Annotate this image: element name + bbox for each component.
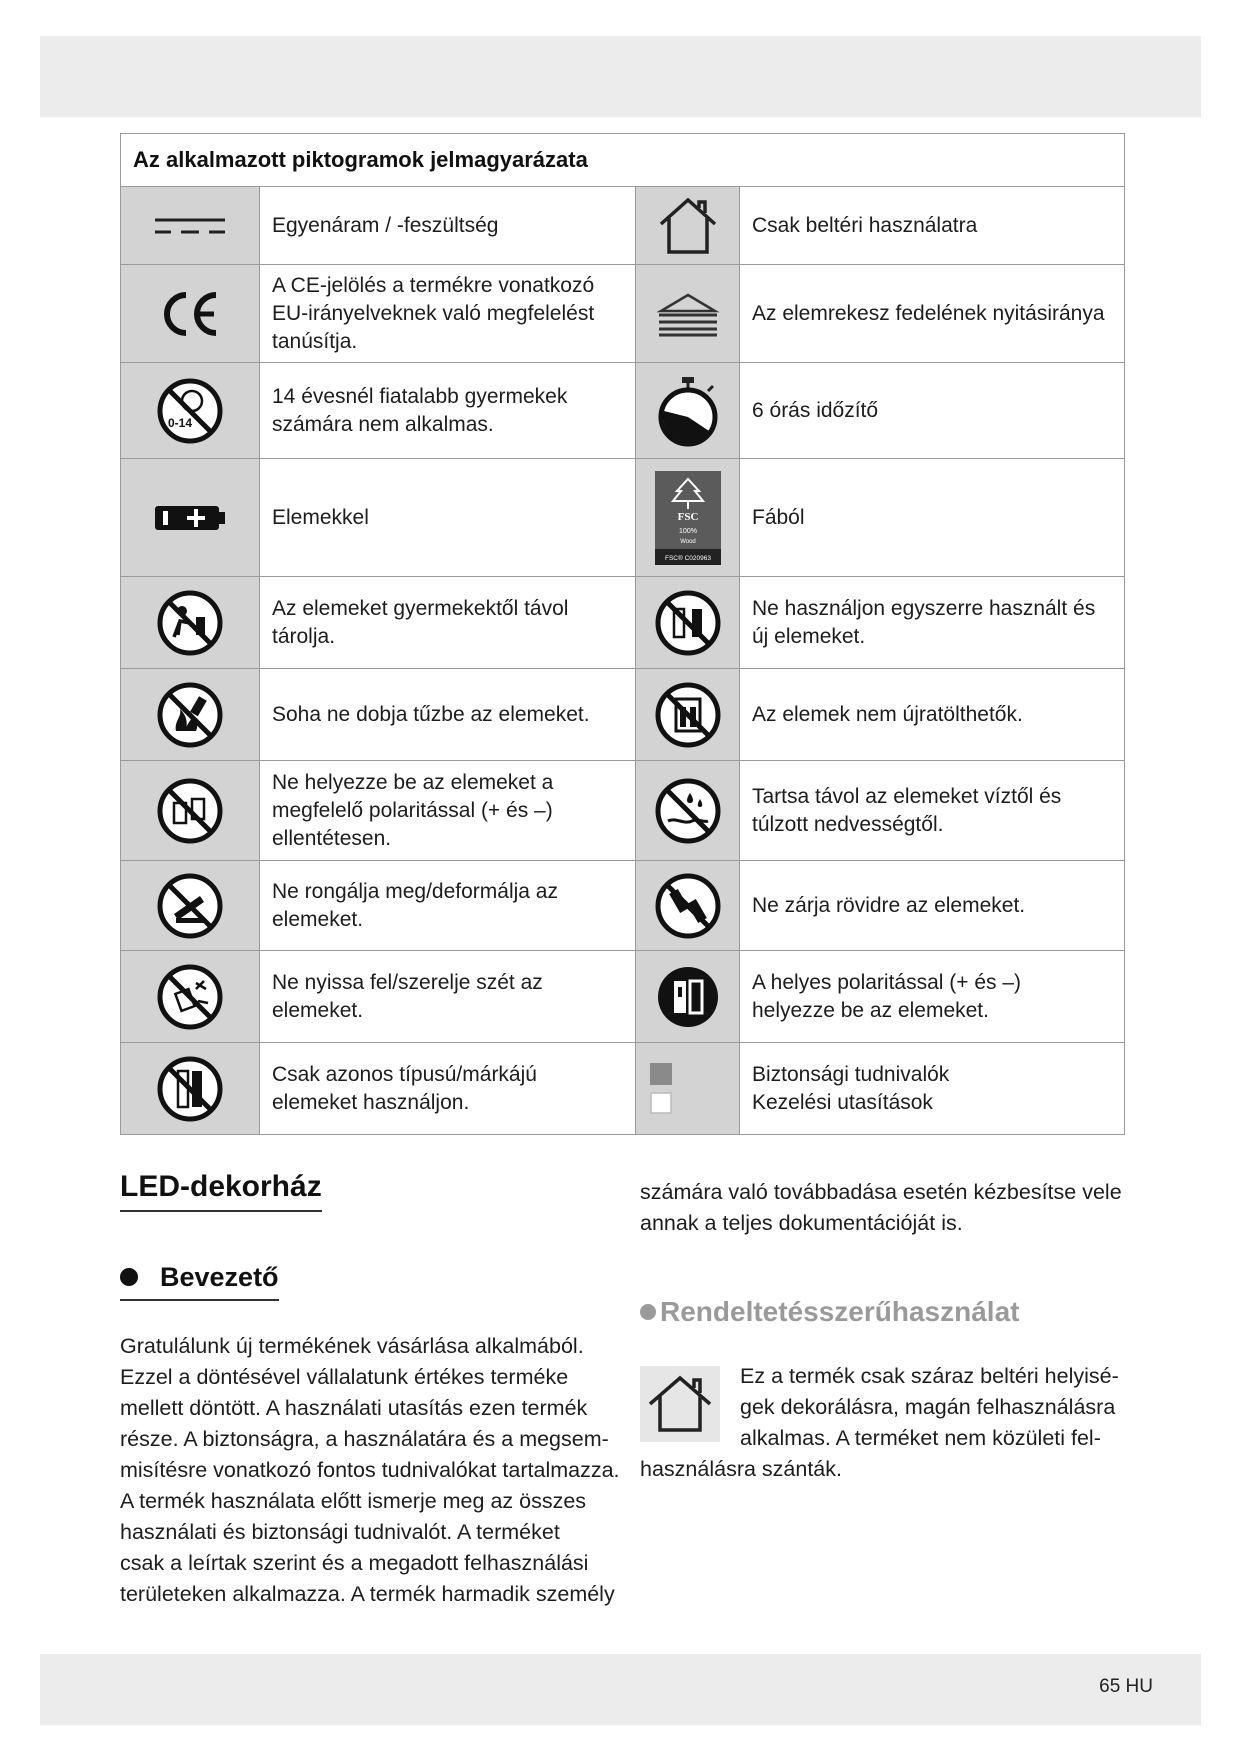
legend-text: Tartsa távol az elemeket víztől és túlzott nedvességtől. xyxy=(752,784,1062,836)
pictogram-legend-table xyxy=(120,133,1125,1135)
legend-text: Csak beltéri használatra xyxy=(752,213,978,237)
legend-text: Az elemek nem újratölthetők. xyxy=(752,702,1023,726)
legend-text: A CE-jelölés a termékre vonatkozó EU-irányelveknek való megfelelést tanúsítja. xyxy=(272,273,595,353)
legend-text: Ne zárja rövidre az elemeket. xyxy=(752,893,1026,917)
legend-text: Egyenáram / -feszültség xyxy=(272,213,499,237)
svg-text:FSC® C020963: FSC® C020963 xyxy=(664,554,711,562)
house-icon xyxy=(636,187,740,265)
intended-use-paragraph-continued: használásra szánták. xyxy=(640,1457,842,1481)
correct-polarity-icon xyxy=(636,951,740,1043)
legend-text: Csak azonos típusú/márkájú elemeket használjon. xyxy=(272,1062,537,1114)
no-disassemble-icon xyxy=(121,951,260,1043)
no-water-icon xyxy=(636,761,740,861)
not-rechargeable-icon xyxy=(636,669,740,761)
intro-paragraph: Gratulálunk új termékének vásárlása alkalmából. Ezzel a döntésével vállalatunk értékes terméke mellett döntött. A használati utasítás ezen termék része. A biztonságra, a használatára és a megsem- misítésre vonatkozó fontos tudnivalókat tartalmazza. A termék használata előtt ismerje meg az összes használati és biztonsági tudnivalót. A terméket csak a leírtak szerint és a megadott felhasználási területeken alkalmazza. A termék harmadik személy xyxy=(120,1334,620,1606)
svg-text:100%: 100% xyxy=(678,527,697,535)
keep-from-children-icon xyxy=(121,577,260,669)
house-icon xyxy=(640,1366,720,1442)
no-deform-icon xyxy=(121,861,260,951)
svg-text:FSC: FSC xyxy=(677,510,698,523)
no-fire-icon xyxy=(121,669,260,761)
legend-text: Az elemeket gyermekektől távol tárolja. xyxy=(272,596,569,648)
no-short-circuit-icon xyxy=(636,861,740,951)
legend-text: Ne rongálja meg/deformálja az elemeket. xyxy=(272,879,558,931)
legend-text: Ne használjon egyszerre használt és új elemeket. xyxy=(752,596,1096,648)
same-type-batteries-icon xyxy=(121,1043,260,1135)
no-reverse-polarity-icon xyxy=(121,761,260,861)
legend-row xyxy=(121,861,1125,951)
ce-mark-icon xyxy=(121,265,260,363)
timer-icon xyxy=(636,363,740,459)
legend-text: Biztonsági tudnivalók Kezelési utasítások xyxy=(752,1062,950,1114)
color-key-icon xyxy=(636,1043,740,1135)
header-band xyxy=(40,36,1201,117)
svg-text:Wood: Wood xyxy=(679,538,696,545)
intro-heading xyxy=(120,1262,279,1301)
legend-text: Ne helyezze be az elemeket a megfelelő polaritással (+ és –) ellentétesen. xyxy=(272,770,554,850)
legend-row xyxy=(121,265,1125,363)
age-restriction-icon xyxy=(121,363,260,459)
legend-row xyxy=(121,363,1125,459)
fsc-label-icon xyxy=(636,459,740,577)
battery-icon xyxy=(121,459,260,577)
legend-text: Soha ne dobja tűzbe az elemeket. xyxy=(272,702,590,726)
bullet-icon xyxy=(640,1304,656,1320)
legend-row xyxy=(121,951,1125,1043)
intro-heading-text: Bevezető xyxy=(160,1262,279,1292)
no-mixing-batteries-icon xyxy=(636,577,740,669)
dc-symbol-icon xyxy=(121,187,260,265)
battery-cover-direction-icon xyxy=(636,265,740,363)
product-title: LED-dekorház xyxy=(120,1170,322,1212)
legend-row xyxy=(121,669,1125,761)
legend-text: A helyes polaritással (+ és –) helyezze be az elemeket. xyxy=(752,970,1022,1022)
legend-row xyxy=(121,187,1125,265)
legend-row xyxy=(121,761,1125,861)
footer-band xyxy=(40,1654,1201,1725)
legend-row xyxy=(121,459,1125,577)
page-number: 65 HU xyxy=(1099,1676,1153,1697)
legend-text: 6 órás időzítő xyxy=(752,398,879,422)
legend-text: Elemekkel xyxy=(272,505,369,529)
legend-text: 14 évesnél fiatalabb gyermekek számára nem alkalmas. xyxy=(272,384,568,436)
legend-text: Az elemrekesz fedelének nyitásiránya xyxy=(752,301,1105,325)
bullet-icon xyxy=(120,1268,138,1286)
intended-use-heading xyxy=(640,1296,1019,1328)
legend-text: Ne nyissa fel/szerelje szét az elemeket. xyxy=(272,970,543,1022)
intended-use-paragraph: Ez a termék csak száraz beltéri helyisé- gek dekorálásra, magán felhasználásra alkalmas. A terméket nem közületi fel- xyxy=(740,1364,1119,1450)
legend-title: Az alkalmazott piktogramok jelmagyarázata xyxy=(121,134,1125,187)
legend-row xyxy=(121,577,1125,669)
legend-row xyxy=(121,1043,1125,1135)
legend-text: Fából xyxy=(752,505,805,529)
intro-paragraph-continued: számára való továbbadása esetén kézbesítse vele annak a teljes dokumentációját is. xyxy=(640,1180,1122,1235)
intended-use-heading-text: Rendeltetésszerűhasználat xyxy=(660,1296,1020,1327)
svg-text:0-14: 0-14 xyxy=(168,415,193,430)
